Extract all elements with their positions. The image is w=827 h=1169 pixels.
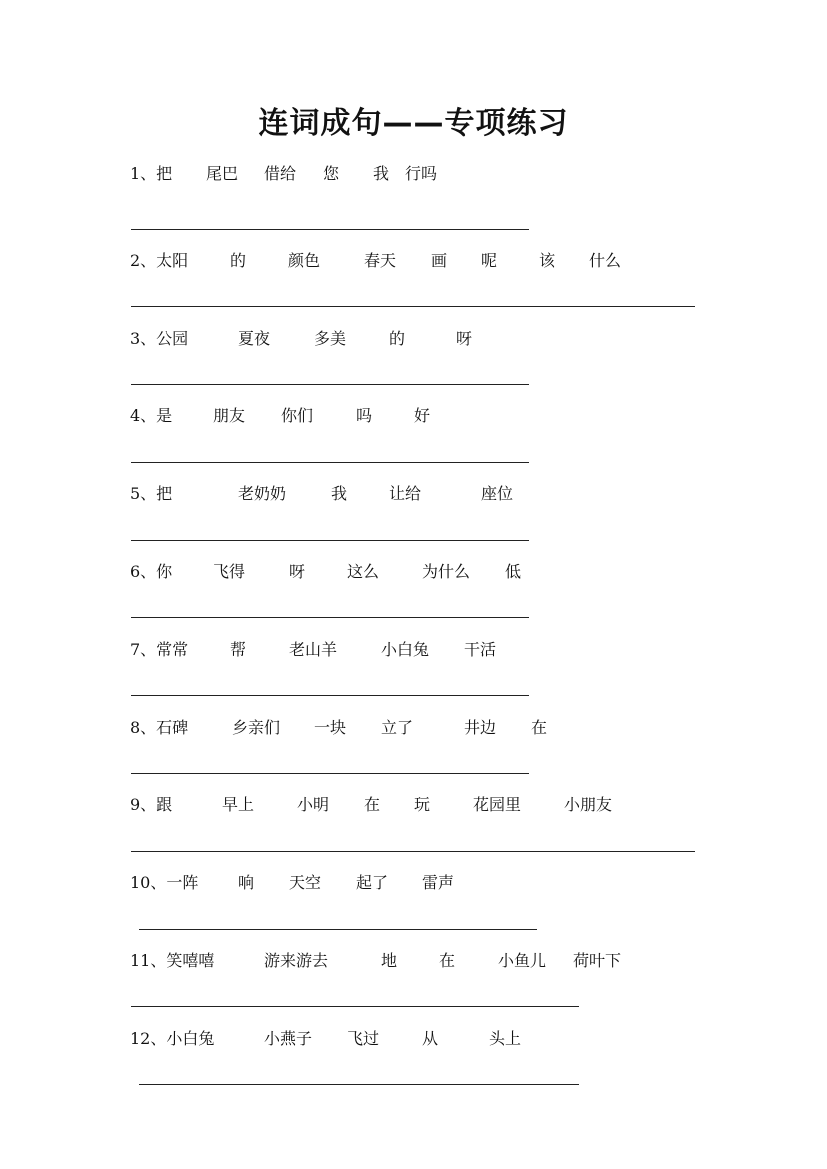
word: 呢 <box>481 251 498 270</box>
word: 什么 <box>589 251 622 270</box>
answer-line[interactable] <box>131 229 529 230</box>
word: 12、小白兔 <box>130 1029 215 1048</box>
question-7 <box>0 638 827 662</box>
word: 朋友 <box>213 406 246 425</box>
word: 这么 <box>347 562 380 581</box>
word: 春天 <box>364 251 397 270</box>
word: 我 <box>373 164 390 183</box>
word: 为什么 <box>422 562 471 581</box>
word: 小鱼儿 <box>498 951 547 970</box>
word: 从 <box>422 1029 439 1048</box>
question-11 <box>0 949 827 973</box>
question-1 <box>0 162 827 186</box>
word: 颜色 <box>288 251 321 270</box>
word: 3、公园 <box>130 329 189 348</box>
question-12 <box>0 1027 827 1051</box>
word: 11、笑嘻嘻 <box>130 951 215 970</box>
question-3 <box>0 327 827 351</box>
page-title: 连词成句——专项练习 <box>258 106 569 141</box>
word: 小燕子 <box>264 1029 313 1048</box>
word: 雷声 <box>422 873 455 892</box>
word: 小朋友 <box>564 795 613 814</box>
word: 帮 <box>230 640 247 659</box>
question-2 <box>0 249 827 273</box>
word: 让给 <box>389 484 422 503</box>
word: 小白兔 <box>381 640 430 659</box>
word: 好 <box>414 406 431 425</box>
answer-line[interactable] <box>131 1006 579 1007</box>
word: 干活 <box>464 640 497 659</box>
word: 您 <box>323 164 340 183</box>
answer-line[interactable] <box>131 462 529 463</box>
word: 头上 <box>489 1029 522 1048</box>
word: 夏夜 <box>238 329 271 348</box>
word: 该 <box>539 251 556 270</box>
word: 1、把 <box>130 164 173 183</box>
word: 借给 <box>264 164 297 183</box>
answer-line[interactable] <box>131 540 529 541</box>
word: 老奶奶 <box>238 484 287 503</box>
word: 乡亲们 <box>232 718 281 737</box>
answer-line[interactable] <box>131 617 529 618</box>
question-5 <box>0 482 827 506</box>
word: 多美 <box>314 329 347 348</box>
question-8 <box>0 716 827 740</box>
word: 低 <box>505 562 522 581</box>
word: 座位 <box>481 484 514 503</box>
word: 荷叶下 <box>573 951 622 970</box>
word: 一块 <box>314 718 347 737</box>
word: 6、你 <box>130 562 173 581</box>
word: 画 <box>431 251 448 270</box>
word: 井边 <box>464 718 497 737</box>
word: 9、跟 <box>130 795 173 814</box>
word: 的 <box>230 251 247 270</box>
word: 早上 <box>222 795 255 814</box>
question-9 <box>0 793 827 817</box>
answer-line[interactable] <box>139 1084 579 1085</box>
answer-line[interactable] <box>131 306 695 307</box>
word: 飞得 <box>213 562 246 581</box>
word: 你们 <box>281 406 314 425</box>
word: 地 <box>381 951 398 970</box>
answer-line[interactable] <box>131 384 529 385</box>
word: 玩 <box>414 795 431 814</box>
word: 的 <box>389 329 406 348</box>
answer-line[interactable] <box>131 773 529 774</box>
word: 呀 <box>456 329 473 348</box>
word: 行吗 <box>405 164 438 183</box>
word: 花园里 <box>473 795 522 814</box>
word: 8、石碑 <box>130 718 189 737</box>
word: 呀 <box>289 562 306 581</box>
word: 吗 <box>356 406 373 425</box>
word: 响 <box>238 873 255 892</box>
word: 立了 <box>381 718 414 737</box>
word: 2、太阳 <box>130 251 189 270</box>
question-10 <box>0 871 827 895</box>
word: 飞过 <box>347 1029 380 1048</box>
word: 在 <box>531 718 548 737</box>
answer-line[interactable] <box>131 695 529 696</box>
word: 10、一阵 <box>130 873 199 892</box>
question-4 <box>0 404 827 428</box>
word: 5、把 <box>130 484 173 503</box>
word: 老山羊 <box>289 640 338 659</box>
word: 在 <box>364 795 381 814</box>
word: 7、常常 <box>130 640 189 659</box>
word: 起了 <box>356 873 389 892</box>
question-6 <box>0 560 827 584</box>
word: 我 <box>331 484 348 503</box>
word: 4、是 <box>130 406 173 425</box>
word: 尾巴 <box>206 164 239 183</box>
word: 游来游去 <box>264 951 329 970</box>
answer-line[interactable] <box>139 929 537 930</box>
answer-line[interactable] <box>131 851 695 852</box>
word: 在 <box>439 951 456 970</box>
word: 天空 <box>289 873 322 892</box>
word: 小明 <box>297 795 330 814</box>
